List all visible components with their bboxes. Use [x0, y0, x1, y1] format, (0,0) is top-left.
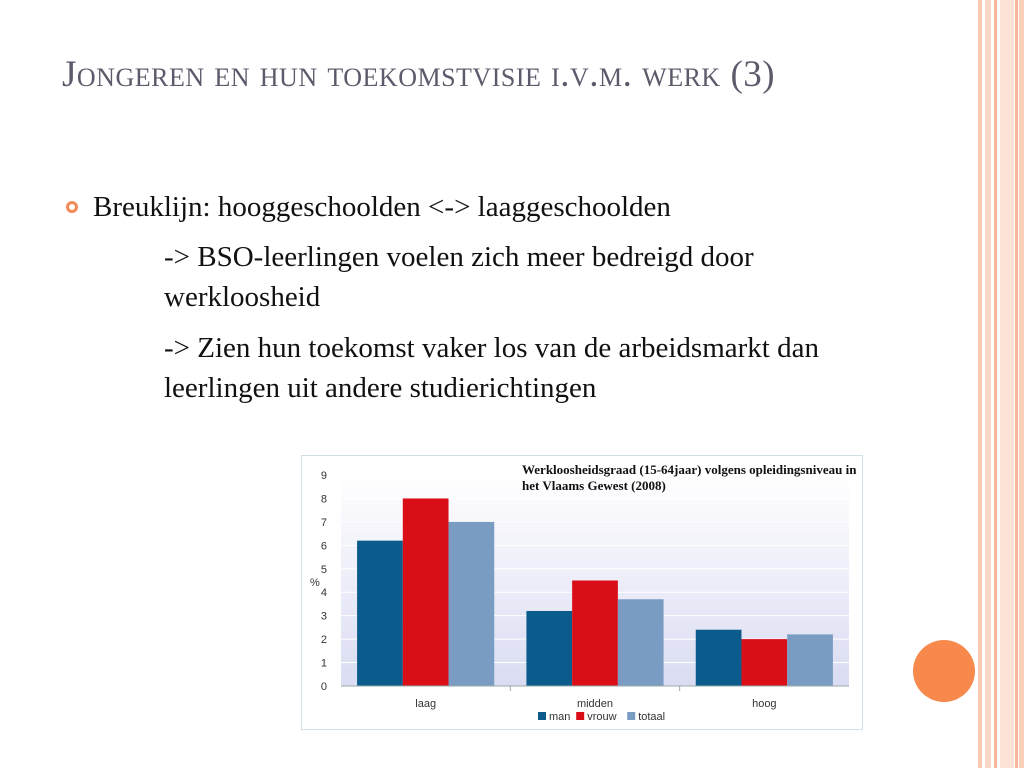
bar-totaal-hoog	[787, 634, 833, 686]
y-tick-label: 5	[320, 563, 327, 576]
bar-man-midden	[526, 611, 572, 686]
decor-stripe-1	[978, 0, 982, 768]
slide-title: Jongeren en hun toekomstvisie i.v.m. werk (3)	[62, 54, 776, 95]
y-tick-label: 4	[320, 587, 327, 600]
decor-stripe-4	[1000, 0, 1014, 768]
sub-item-1-text: -> BSO-leerlingen voelen zich meer bedreigd door werkloosheid	[164, 241, 754, 313]
y-tick-label: 2	[320, 634, 327, 647]
bullet-icon	[66, 201, 78, 213]
decor-stripe-2	[985, 0, 991, 768]
y-tick-label: 3	[320, 610, 327, 623]
y-tick-label: 8	[320, 493, 327, 506]
legend-label-totaal: totaal	[638, 711, 666, 723]
bar-man-laag	[357, 541, 403, 686]
bar-totaal-laag	[449, 522, 495, 686]
sub-item-2	[164, 328, 884, 408]
x-tick-label: hoog	[752, 698, 777, 710]
y-tick-label: 0	[320, 681, 327, 693]
bullet-text: Breuklijn: hooggeschoolden <-> laaggeschoolden	[93, 191, 671, 223]
y-tick-label: 6	[320, 540, 327, 553]
sub-item-2-text: -> Zien hun toekomst vaker los van de arbeidsmarkt dan leerlingen uit andere studierichtingen	[164, 332, 819, 404]
legend-swatch-vrouw	[576, 712, 584, 720]
decor-stripe-5	[1015, 0, 1018, 768]
chart-title: Werkloosheidsgraad (15-64jaar) volgens opleidingsniveau in het Vlaams Gewest (2008)	[522, 462, 857, 493]
bar-man-hoog	[696, 630, 742, 686]
y-tick-label: 9	[320, 470, 327, 482]
decor-stripe-6	[1019, 0, 1024, 768]
legend-swatch-man	[538, 712, 546, 720]
bar-chart	[301, 455, 863, 730]
legend-swatch-totaal	[627, 712, 635, 720]
y-tick-label: 7	[320, 516, 327, 529]
decor-stripe-3	[994, 0, 997, 768]
sub-item-1	[164, 237, 884, 317]
y-tick-label: 1	[320, 657, 327, 670]
decor-circle	[913, 640, 975, 702]
bar-vrouw-midden	[572, 581, 618, 687]
bar-vrouw-laag	[403, 498, 449, 686]
bar-vrouw-hoog	[741, 639, 787, 686]
bar-totaal-midden	[618, 599, 664, 686]
legend-label-vrouw: vrouw	[587, 711, 617, 723]
y-axis-label: %	[310, 577, 320, 589]
x-tick-label: midden	[576, 698, 614, 710]
legend-label-man: man	[549, 711, 571, 723]
x-tick-label: laag	[415, 698, 437, 710]
